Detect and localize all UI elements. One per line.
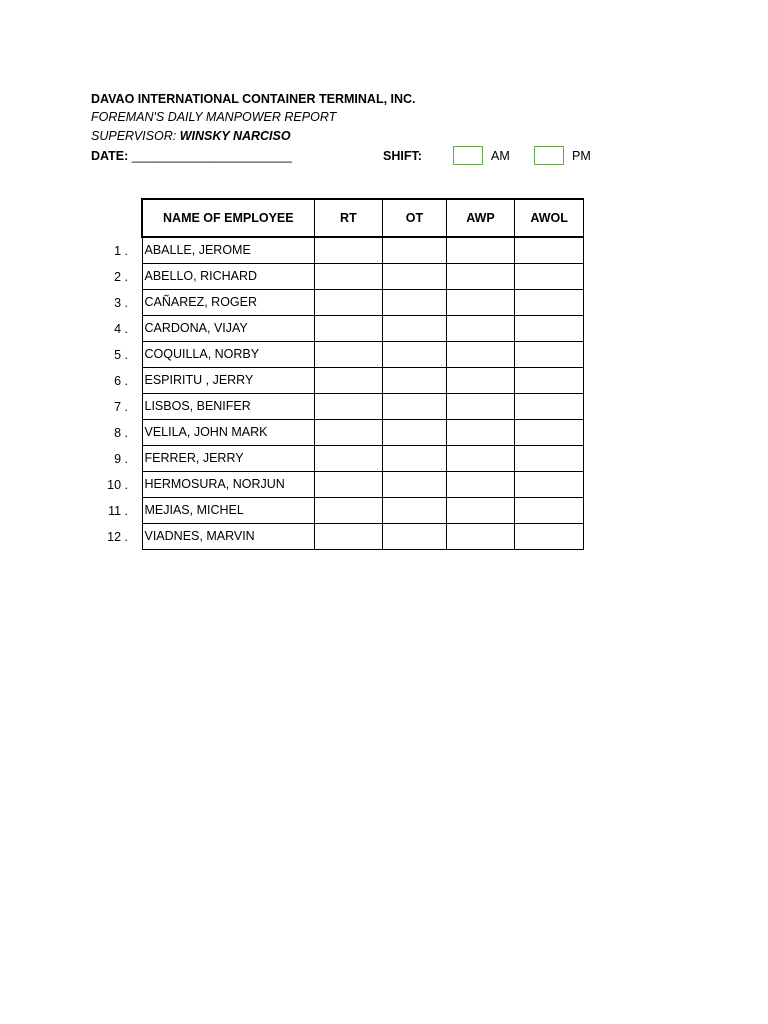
company-name: DAVAO INTERNATIONAL CONTAINER TERMINAL, INC. xyxy=(91,92,416,106)
row-number: 2 . xyxy=(114,270,128,284)
cell-awol[interactable] xyxy=(515,419,584,445)
cell-rt[interactable] xyxy=(314,315,382,341)
cell-awol[interactable] xyxy=(515,393,584,419)
date-field[interactable]: _______________________ xyxy=(131,149,292,163)
col-rt: RT xyxy=(314,199,382,237)
table-row xyxy=(142,445,584,471)
table-row xyxy=(142,289,584,315)
row-number: 7 . xyxy=(114,400,128,414)
cell-rt[interactable] xyxy=(314,367,382,393)
cell-awp[interactable] xyxy=(446,419,515,445)
shift-pm-checkbox[interactable] xyxy=(534,146,564,165)
cell-awp[interactable] xyxy=(446,289,515,315)
cell-rt[interactable] xyxy=(314,237,382,263)
employee-name: CAÑAREZ, ROGER xyxy=(142,289,314,315)
cell-rt[interactable] xyxy=(314,393,382,419)
cell-rt[interactable] xyxy=(314,263,382,289)
cell-awol[interactable] xyxy=(515,289,584,315)
date-line xyxy=(91,149,292,163)
shift-am-checkbox[interactable] xyxy=(453,146,483,165)
cell-awol[interactable] xyxy=(515,315,584,341)
employee-name: ABELLO, RICHARD xyxy=(142,263,314,289)
cell-awol[interactable] xyxy=(515,471,584,497)
row-number: 4 . xyxy=(114,322,128,336)
cell-rt[interactable] xyxy=(314,419,382,445)
col-awp: AWP xyxy=(446,199,515,237)
cell-ot[interactable] xyxy=(383,315,447,341)
manpower-table xyxy=(141,198,584,550)
report-title: FOREMAN'S DAILY MANPOWER REPORT xyxy=(91,110,337,124)
row-number: 12 . xyxy=(107,530,128,544)
table-row xyxy=(142,263,584,289)
cell-rt[interactable] xyxy=(314,341,382,367)
cell-ot[interactable] xyxy=(383,471,447,497)
row-number: 6 . xyxy=(114,374,128,388)
supervisor-label: SUPERVISOR: xyxy=(91,129,177,143)
cell-ot[interactable] xyxy=(383,289,447,315)
cell-ot[interactable] xyxy=(383,419,447,445)
cell-rt[interactable] xyxy=(314,471,382,497)
table-row xyxy=(142,497,584,523)
row-number: 5 . xyxy=(114,348,128,362)
employee-name: ESPIRITU , JERRY xyxy=(142,367,314,393)
shift-label: SHIFT: xyxy=(383,149,422,163)
row-number: 3 . xyxy=(114,296,128,310)
employee-name: MEJIAS, MICHEL xyxy=(142,497,314,523)
row-number: 9 . xyxy=(114,452,128,466)
cell-awp[interactable] xyxy=(446,497,515,523)
date-label: DATE: xyxy=(91,149,129,163)
cell-awol[interactable] xyxy=(515,237,584,263)
cell-awp[interactable] xyxy=(446,523,515,549)
employee-name: VIADNES, MARVIN xyxy=(142,523,314,549)
shift-pm-label: PM xyxy=(572,149,591,163)
employee-name: VELILA, JOHN MARK xyxy=(142,419,314,445)
cell-awol[interactable] xyxy=(515,367,584,393)
table-row xyxy=(142,315,584,341)
supervisor-name: WINSKY NARCISO xyxy=(179,129,291,143)
cell-awp[interactable] xyxy=(446,445,515,471)
cell-rt[interactable] xyxy=(314,523,382,549)
cell-ot[interactable] xyxy=(383,445,447,471)
cell-ot[interactable] xyxy=(383,341,447,367)
employee-name: LISBOS, BENIFER xyxy=(142,393,314,419)
employee-name: FERRER, JERRY xyxy=(142,445,314,471)
cell-ot[interactable] xyxy=(383,497,447,523)
table-row xyxy=(142,523,584,549)
cell-awol[interactable] xyxy=(515,523,584,549)
table-row xyxy=(142,367,584,393)
cell-ot[interactable] xyxy=(383,393,447,419)
cell-ot[interactable] xyxy=(383,367,447,393)
shift-am-label: AM xyxy=(491,149,510,163)
employee-name: ABALLE, JEROME xyxy=(142,237,314,263)
cell-awol[interactable] xyxy=(515,445,584,471)
table-row xyxy=(142,419,584,445)
cell-awp[interactable] xyxy=(446,315,515,341)
row-number: 11 . xyxy=(108,504,128,518)
table-row xyxy=(142,471,584,497)
employee-name: CARDONA, VIJAY xyxy=(142,315,314,341)
row-number: 8 . xyxy=(114,426,128,440)
col-ot: OT xyxy=(383,199,447,237)
row-number: 10 . xyxy=(107,478,128,492)
cell-awp[interactable] xyxy=(446,367,515,393)
table-row xyxy=(142,393,584,419)
cell-ot[interactable] xyxy=(383,263,447,289)
table-header-row xyxy=(142,199,584,237)
cell-rt[interactable] xyxy=(314,289,382,315)
cell-awp[interactable] xyxy=(446,471,515,497)
cell-rt[interactable] xyxy=(314,445,382,471)
cell-awp[interactable] xyxy=(446,341,515,367)
cell-awp[interactable] xyxy=(446,263,515,289)
col-name-of-employee: NAME OF EMPLOYEE xyxy=(142,199,314,237)
table-row xyxy=(142,237,584,263)
col-awol: AWOL xyxy=(515,199,584,237)
cell-ot[interactable] xyxy=(383,237,447,263)
table-row xyxy=(142,341,584,367)
supervisor-line xyxy=(91,129,291,143)
cell-awol[interactable] xyxy=(515,341,584,367)
cell-ot[interactable] xyxy=(383,523,447,549)
employee-name: HERMOSURA, NORJUN xyxy=(142,471,314,497)
cell-awp[interactable] xyxy=(446,237,515,263)
cell-awp[interactable] xyxy=(446,393,515,419)
row-number: 1 . xyxy=(114,244,128,258)
cell-awol[interactable] xyxy=(515,497,584,523)
cell-rt[interactable] xyxy=(314,497,382,523)
employee-name: COQUILLA, NORBY xyxy=(142,341,314,367)
cell-awol[interactable] xyxy=(515,263,584,289)
